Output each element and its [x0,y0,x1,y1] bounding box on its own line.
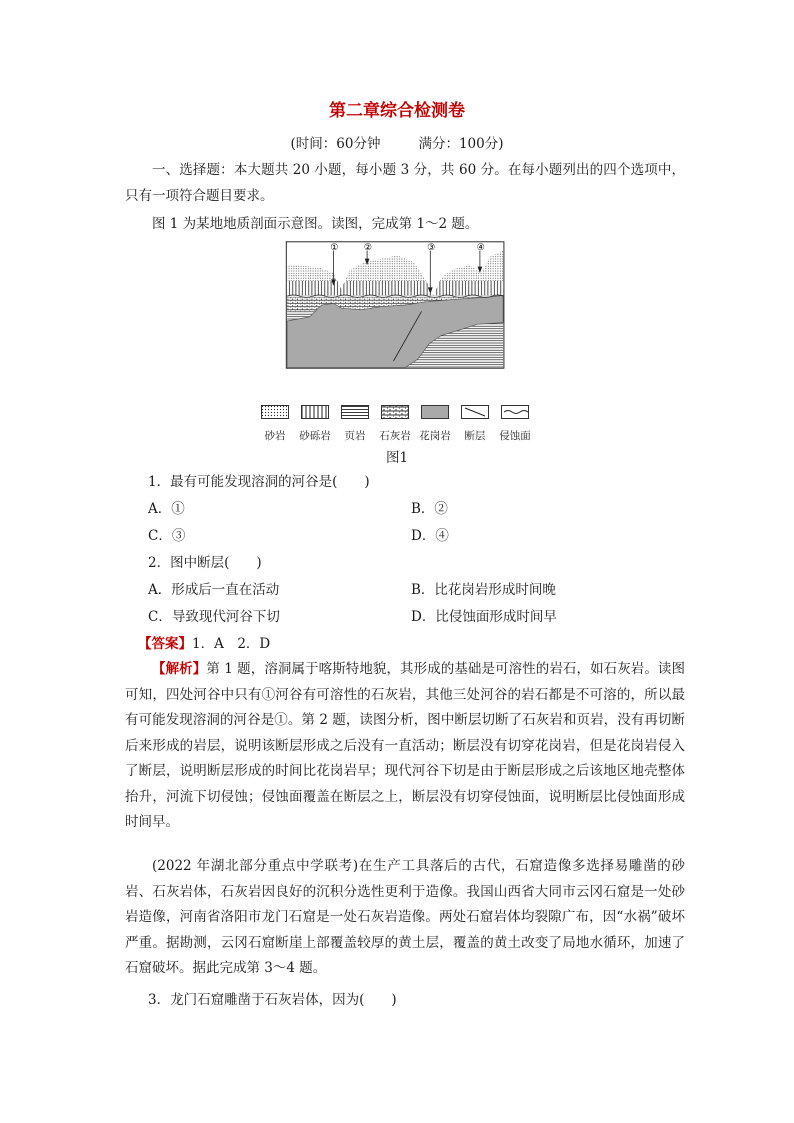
exam-meta [0,132,794,152]
valley-marker-3: ③ [427,242,435,253]
valley-marker-4: ④ [476,242,485,253]
q2-option-c: C．导致现代河谷下切 [148,609,280,625]
passage-paragraph: (2022 年湖北部分重点中学联考)在生产工具落后的古代，石窟造像多选择易雕凿的砂岩、石灰岩体，石灰岩因良好的沉积分选性更利于造像。我国山西省大同市云冈石窟是一处砂岩造像，河南省洛阳市龙门石窟是一处石灰岩造像。两处石窟岩体均裂隙广布，因“水祸”破坏严重。据勘测，云冈石窟断崖上部覆盖较厚的黄土层，覆盖的黄土改变了局地水循环，加速了石窟破坏。据此完成第 3～4 题。 [125,858,685,976]
q2-option-d: D．比侵蚀面形成时间早 [411,609,557,625]
exam-time: (时间：60分钟 [290,136,381,152]
analysis-tag: 【解析】 [152,661,207,677]
legend-sandstone: 砂岩 [260,404,290,443]
legend-erosion-surface: 侵蚀面 [500,404,530,443]
page-title: 第二章综合检测卷 [329,101,465,121]
geology-cross-section-figure [258,241,533,401]
legend-conglomerate: 砂砾岩 [300,404,330,443]
q1-option-b: B．② [411,501,448,517]
answer-line [138,634,270,654]
answer-tag: 【答案】 [138,636,192,652]
exam-score: 满分：100分) [418,136,504,152]
sandstone-swatch-icon [261,405,289,419]
figure-legend [258,404,534,440]
legend-shale: 页岩 [340,404,370,443]
limestone-swatch-icon [381,405,409,419]
legend-fault: 断层 [460,404,490,443]
fault-swatch-icon [461,405,489,419]
q1-option-c: C．③ [148,528,186,544]
granite-swatch-icon [421,405,449,419]
analysis-text: 第 1 题，溶洞属于喀斯特地貌，其形成的基础是可溶性的岩石，如石灰岩。读图可知，四处河谷中只有①河谷有可溶性的石灰岩，其他三处河谷的岩石都是不可溶的，所以最有可能发现溶洞的河谷是①。第 2 题，读图分析，图中断层切断了石灰岩和页岩，没有再切断后来形成的岩层，说明该断层形成之后没有一直活动；断层没有切穿花岗岩，但是花岗岩侵入了断层，说明断层形成的时间比花岗岩早；现代河谷下切是由于断层形成之后该地区地壳整体抬升，河流下切侵蚀；侵蚀面覆盖在断层之上，断层没有切穿侵蚀面，说明断层比侵蚀面形成时间早。 [125,661,686,830]
figure-caption: 图1 [385,450,409,466]
question-2-stem: 2．图中断层( ) [148,555,262,571]
q2-option-a: A．形成后一直在活动 [148,582,280,598]
shale-swatch-icon [341,405,369,419]
answer-text: 1．A 2．D [192,636,271,652]
q2-option-b: B．比花岗岩形成时间晚 [411,582,556,598]
analysis-paragraph [125,657,685,836]
conglomerate-swatch-icon [301,405,329,419]
section-intro: 一、选择题：本大题共 20 小题，每小题 3 分，共 60 分。在每小题列出的四个选项中，只有一项符合题目要求。 [125,162,685,204]
q1-option-d: D．④ [411,528,449,544]
figure-intro: 图 1 为某地地质剖面示意图。读图，完成第 1～2 题。 [152,216,479,232]
question-1-stem: 1．最有可能发现溶洞的河谷是( ) [148,474,370,490]
legend-granite: 花岗岩 [420,404,450,443]
question-3-stem: 3．龙门石窟雕凿于石灰岩体，因为( ) [148,992,397,1008]
q1-option-a: A．① [148,501,185,517]
valley-marker-2: ② [363,242,372,253]
erosion-surface-swatch-icon [501,405,529,419]
legend-limestone: 石灰岩 [380,404,410,443]
valley-marker-1: ① [330,242,339,253]
